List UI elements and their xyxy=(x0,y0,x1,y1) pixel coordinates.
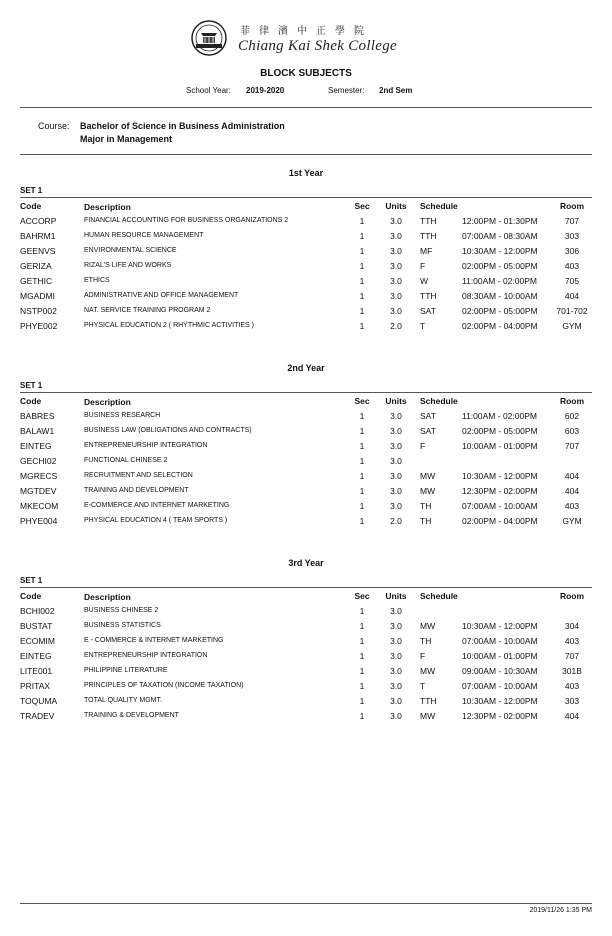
column-header-room: Room xyxy=(559,591,585,601)
room-value: 403 xyxy=(564,681,580,691)
units-value: 3.0 xyxy=(390,621,402,631)
school-year-value: 2019-2020 xyxy=(246,86,285,95)
table-row xyxy=(0,666,612,681)
course-description: E - COMMERCE & INTERNET MARKETING xyxy=(84,637,224,644)
schedule-time: 10:30AM - 12:00PM xyxy=(462,621,538,631)
course-code: PRITAX xyxy=(20,681,51,691)
table-header-row xyxy=(0,201,612,216)
section-number: 1 xyxy=(359,231,365,241)
room-value: 304 xyxy=(564,621,580,631)
course-code: TRADEV xyxy=(20,711,55,721)
schedule-time: 07:00AM - 10:00AM xyxy=(462,636,538,646)
column-header-description: Description xyxy=(84,397,131,407)
section-number: 1 xyxy=(359,321,365,331)
course-major: Major in Management xyxy=(80,134,173,144)
schedule-days: MW xyxy=(420,711,436,721)
room-value: 602 xyxy=(564,411,580,421)
course-code: ECOMIM xyxy=(20,636,55,646)
schedule-days: F xyxy=(420,261,426,271)
schedule-time: 02:00PM - 05:00PM xyxy=(462,306,538,316)
schedule-time: 07:00AM - 10:00AM xyxy=(462,681,538,691)
course-code: BCHI002 xyxy=(20,606,55,616)
schedule-days: TTH xyxy=(420,216,437,226)
course-code: LITE001 xyxy=(20,666,53,676)
schedule-days: T xyxy=(420,681,426,691)
table-row xyxy=(0,216,612,231)
section-number: 1 xyxy=(359,651,365,661)
table-row xyxy=(0,711,612,726)
section-number: 1 xyxy=(359,261,365,271)
units-value: 3.0 xyxy=(390,456,402,466)
course-code: BAHRM1 xyxy=(20,231,56,241)
units-value: 3.0 xyxy=(390,306,402,316)
course-description: E-COMMERCE AND INTERNET MARKETING xyxy=(84,502,230,509)
column-header-schedule: Schedule xyxy=(420,201,458,211)
course-code: EINTEG xyxy=(20,651,52,661)
table-row xyxy=(0,426,612,441)
schedule-time: 07:00AM - 10:00AM xyxy=(462,501,538,511)
section-number: 1 xyxy=(359,246,365,256)
schedule-days: MW xyxy=(420,486,436,496)
section-number: 1 xyxy=(359,291,365,301)
course-code: MGRECS xyxy=(20,471,58,481)
table-row xyxy=(0,276,612,291)
column-header-code: Code xyxy=(20,396,42,406)
table-row xyxy=(0,471,612,486)
course-code: ACCORP xyxy=(20,216,57,226)
course-description: RIZAL'S LIFE AND WORKS xyxy=(84,262,172,269)
course-code: NSTP002 xyxy=(20,306,57,316)
schedule-time: 11:00AM - 02:00PM xyxy=(462,411,537,421)
course-description: HUMAN RESOURCE MANAGEMENT xyxy=(84,232,204,239)
schedule-days: MF xyxy=(420,246,433,256)
schedule-time: 10:30AM - 12:00PM xyxy=(462,696,538,706)
column-header-units: Units xyxy=(385,396,407,406)
column-header-schedule: Schedule xyxy=(420,591,458,601)
section-number: 1 xyxy=(359,666,365,676)
set-label: SET 1 xyxy=(20,381,43,390)
column-header-units: Units xyxy=(385,201,407,211)
units-value: 3.0 xyxy=(390,261,402,271)
section-number: 1 xyxy=(359,516,365,526)
school-year-label: School Year: xyxy=(186,86,231,95)
units-value: 3.0 xyxy=(390,666,402,676)
course-description: FINANCIAL ACCOUNTING FOR BUSINESS ORGANIZATIONS 2 xyxy=(84,217,289,224)
table-row xyxy=(0,486,612,501)
course-description: BUSINESS LAW (OBLIGATIONS AND CONTRACTS) xyxy=(84,427,252,434)
course-code: EINTEG xyxy=(20,441,52,451)
course-label: Course: xyxy=(38,121,70,131)
course-description: TOTAL QUALITY MGMT. xyxy=(84,697,162,704)
units-value: 3.0 xyxy=(390,441,402,451)
units-value: 2.0 xyxy=(390,516,402,526)
units-value: 3.0 xyxy=(390,216,402,226)
section-number: 1 xyxy=(359,636,365,646)
schedule-days: TH xyxy=(420,501,432,511)
section-number: 1 xyxy=(359,711,365,721)
course-description: ADMINISTRATIVE AND OFFICE MANAGEMENT xyxy=(84,292,239,299)
units-value: 3.0 xyxy=(390,231,402,241)
units-value: 3.0 xyxy=(390,276,402,286)
table-header-row xyxy=(0,591,612,606)
column-header-description: Description xyxy=(84,202,131,212)
table-row xyxy=(0,696,612,711)
schedule-time: 02:00PM - 05:00PM xyxy=(462,426,538,436)
course-description: BUSINESS RESEARCH xyxy=(84,412,161,419)
set-label: SET 1 xyxy=(20,576,43,585)
units-value: 3.0 xyxy=(390,291,402,301)
section-number: 1 xyxy=(359,276,365,286)
year-title: 3rd Year xyxy=(288,558,324,568)
course-description: TRAINING AND DEVELOPMENT xyxy=(84,487,189,494)
course-divider xyxy=(20,154,592,155)
units-value: 3.0 xyxy=(390,501,402,511)
schedule-time: 12:00PM - 01:30PM xyxy=(462,216,538,226)
set-label: SET 1 xyxy=(20,186,43,195)
units-value: 3.0 xyxy=(390,471,402,481)
schedule-time: 02:00PM - 04:00PM xyxy=(462,516,538,526)
schedule-days: TH xyxy=(420,636,432,646)
course-code: MKECOM xyxy=(20,501,59,511)
section-number: 1 xyxy=(359,606,365,616)
course-name: Bachelor of Science in Business Administration xyxy=(80,121,285,131)
schedule-days: MW xyxy=(420,666,436,676)
course-code: GEENVS xyxy=(20,246,56,256)
course-code: MGTDEV xyxy=(20,486,57,496)
schedule-time: 09:00AM - 10:30AM xyxy=(462,666,538,676)
college-name: Chiang Kai Shek College xyxy=(238,38,397,54)
schedule-time: 07:00AM - 08:30AM xyxy=(462,231,538,241)
course-code: MGADMI xyxy=(20,291,55,301)
table-header-row xyxy=(0,396,612,411)
room-value: GYM xyxy=(562,516,582,526)
table-row xyxy=(0,516,612,531)
schedule-days: TTH xyxy=(420,291,437,301)
room-value: 303 xyxy=(564,231,580,241)
table-row xyxy=(0,306,612,321)
table-row xyxy=(0,681,612,696)
document-title: BLOCK SUBJECTS xyxy=(260,68,352,79)
course-description: PHYSICAL EDUCATION 2 ( RHYTHMIC ACTIVITIES ) xyxy=(84,322,254,329)
units-value: 3.0 xyxy=(390,411,402,421)
units-value: 3.0 xyxy=(390,636,402,646)
course-description: TRAINING & DEVELOPMENT xyxy=(84,712,179,719)
schedule-days: MW xyxy=(420,621,436,631)
room-value: 403 xyxy=(564,636,580,646)
course-code: GETHIC xyxy=(20,276,53,286)
room-value: GYM xyxy=(562,321,582,331)
room-value: 403 xyxy=(564,261,580,271)
table-row xyxy=(0,621,612,636)
room-value: 707 xyxy=(564,651,580,661)
college-chinese-name: 菲律濱中正學院 xyxy=(240,26,373,37)
table-row xyxy=(0,291,612,306)
units-value: 3.0 xyxy=(390,696,402,706)
table-row xyxy=(0,411,612,426)
course-description: ETHICS xyxy=(84,277,110,284)
schedule-time: 10:30AM - 12:00PM xyxy=(462,471,538,481)
course-code: BALAW1 xyxy=(20,426,55,436)
section-number: 1 xyxy=(359,456,365,466)
section-number: 1 xyxy=(359,441,365,451)
semester-label: Semester: xyxy=(328,86,365,95)
section-number: 1 xyxy=(359,621,365,631)
course-code: PHYE004 xyxy=(20,516,58,526)
table-row xyxy=(0,456,612,471)
table-row xyxy=(0,606,612,621)
course-code: BABRES xyxy=(20,411,55,421)
units-value: 3.0 xyxy=(390,246,402,256)
college-seal-icon xyxy=(191,20,227,56)
schedule-days: SAT xyxy=(420,306,436,316)
course-code: GECHI02 xyxy=(20,456,57,466)
course-description: PHYSICAL EDUCATION 4 ( TEAM SPORTS ) xyxy=(84,517,228,524)
column-header-description: Description xyxy=(84,592,131,602)
schedule-time: 02:00PM - 05:00PM xyxy=(462,261,538,271)
units-value: 3.0 xyxy=(390,651,402,661)
units-value: 3.0 xyxy=(390,606,402,616)
column-header-code: Code xyxy=(20,591,42,601)
room-value: 403 xyxy=(564,501,580,511)
room-value: 306 xyxy=(564,246,580,256)
course-code: GERIZA xyxy=(20,261,52,271)
schedule-days: TH xyxy=(420,516,432,526)
column-header-sec: Sec xyxy=(354,201,370,211)
schedule-time: 10:00AM - 01:00PM xyxy=(462,651,538,661)
column-header-room: Room xyxy=(559,201,585,211)
course-description: FUNCTIONAL CHINESE 2 xyxy=(84,457,168,464)
room-value: 701-702 xyxy=(556,306,588,316)
header-divider xyxy=(20,107,592,108)
table-row xyxy=(0,441,612,456)
schedule-time: 12:30PM - 02:00PM xyxy=(462,711,538,721)
course-description: ENTREPRENEURSHIP INTEGRATION xyxy=(84,652,208,659)
schedule-days: MW xyxy=(420,471,436,481)
table-top-rule xyxy=(20,197,592,198)
course-code: BUSTAT xyxy=(20,621,53,631)
schedule-time: 10:30AM - 12:00PM xyxy=(462,246,538,256)
schedule-days: TTH xyxy=(420,231,437,241)
table-row xyxy=(0,651,612,666)
course-code: PHYE002 xyxy=(20,321,58,331)
table-row xyxy=(0,231,612,246)
column-header-room: Room xyxy=(559,396,585,406)
room-value: 404 xyxy=(564,486,580,496)
room-value: 404 xyxy=(564,711,580,721)
section-number: 1 xyxy=(359,486,365,496)
footer-divider xyxy=(20,903,592,904)
units-value: 3.0 xyxy=(390,681,402,691)
column-header-sec: Sec xyxy=(354,591,370,601)
course-description: BUSINESS CHINESE 2 xyxy=(84,607,159,614)
course-description: ENVIRONMENTAL SCIENCE xyxy=(84,247,177,254)
year-title: 2nd Year xyxy=(287,363,325,373)
course-description: NAT. SERVICE TRAINING PROGRAM 2 xyxy=(84,307,211,314)
schedule-days: F xyxy=(420,651,426,661)
column-header-code: Code xyxy=(20,201,42,211)
schedule-days: SAT xyxy=(420,426,436,436)
course-description: ENTREPRENEURSHIP INTEGRATION xyxy=(84,442,208,449)
schedule-time: 12:30PM - 02:00PM xyxy=(462,486,538,496)
room-value: 707 xyxy=(564,441,580,451)
column-header-schedule: Schedule xyxy=(420,396,458,406)
schedule-time: 02:00PM - 04:00PM xyxy=(462,321,538,331)
section-number: 1 xyxy=(359,411,365,421)
year-title: 1st Year xyxy=(288,168,324,178)
units-value: 3.0 xyxy=(390,486,402,496)
section-number: 1 xyxy=(359,501,365,511)
table-top-rule xyxy=(20,587,592,588)
table-top-rule xyxy=(20,392,592,393)
room-value: 404 xyxy=(564,471,580,481)
room-value: 301B xyxy=(562,666,582,676)
table-row xyxy=(0,246,612,261)
schedule-days: F xyxy=(420,441,426,451)
room-value: 707 xyxy=(564,216,580,226)
section-number: 1 xyxy=(359,696,365,706)
column-header-sec: Sec xyxy=(354,396,370,406)
schedule-days: SAT xyxy=(420,411,436,421)
table-row xyxy=(0,501,612,516)
section-number: 1 xyxy=(359,426,365,436)
column-header-units: Units xyxy=(385,591,407,601)
section-number: 1 xyxy=(359,681,365,691)
schedule-time: 10:00AM - 01:00PM xyxy=(462,441,538,451)
section-number: 1 xyxy=(359,306,365,316)
schedule-time: 08:30AM - 10:00AM xyxy=(462,291,538,301)
course-code: TOQUMA xyxy=(20,696,58,706)
schedule-time: 11:00AM - 02:00PM xyxy=(462,276,537,286)
units-value: 3.0 xyxy=(390,426,402,436)
course-description: PHILIPPINE LITERATURE xyxy=(84,667,168,674)
schedule-days: T xyxy=(420,321,426,331)
semester-value: 2nd Sem xyxy=(379,86,413,95)
schedule-days: W xyxy=(420,276,429,286)
course-description: RECRUITMENT AND SELECTION xyxy=(84,472,193,479)
table-row xyxy=(0,321,612,336)
course-description: PRINCIPLES OF TAXATION (INCOME TAXATION) xyxy=(84,682,244,689)
print-timestamp: 2019/11/26 1:35 PM xyxy=(529,907,592,914)
section-number: 1 xyxy=(359,471,365,481)
units-value: 3.0 xyxy=(390,711,402,721)
room-value: 404 xyxy=(564,291,580,301)
schedule-days: TTH xyxy=(420,696,437,706)
room-value: 303 xyxy=(564,696,580,706)
course-description: BUSINESS STATISTICS xyxy=(84,622,161,629)
table-row xyxy=(0,261,612,276)
units-value: 2.0 xyxy=(390,321,402,331)
section-number: 1 xyxy=(359,216,365,226)
room-value: 705 xyxy=(564,276,580,286)
room-value: 603 xyxy=(564,426,580,436)
table-row xyxy=(0,636,612,651)
